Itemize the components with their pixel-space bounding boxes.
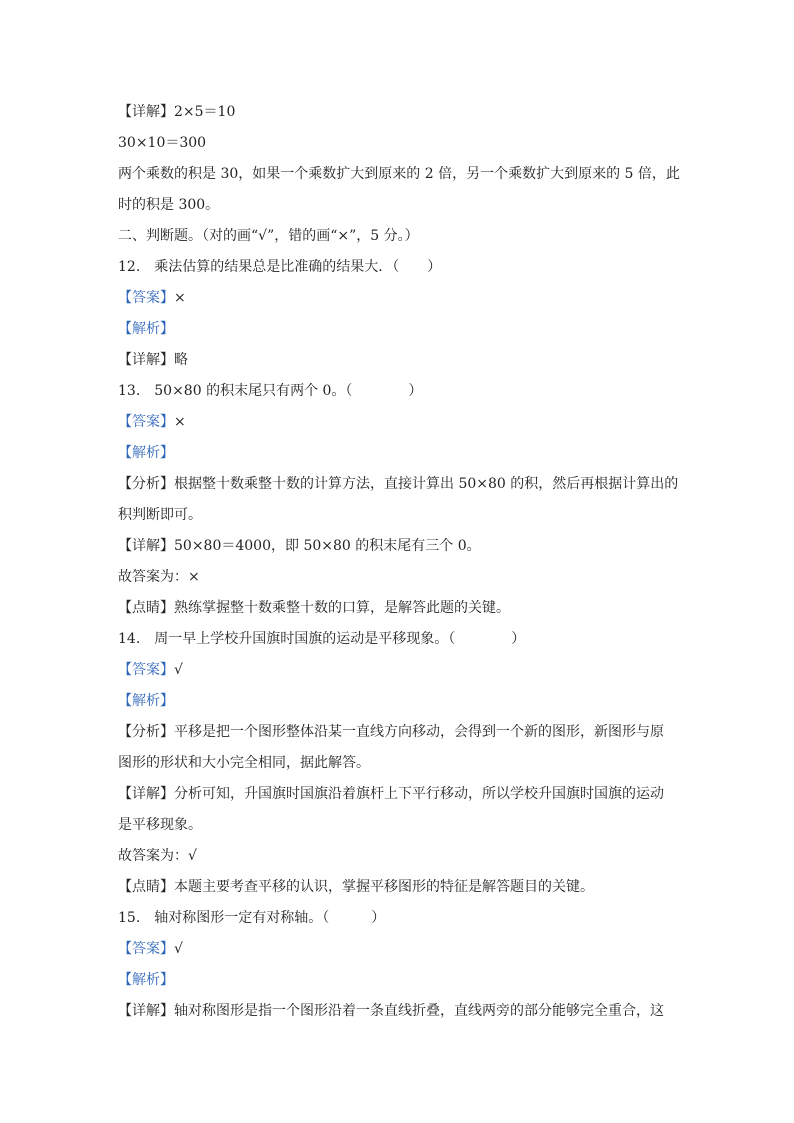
line-text: 13. 50×80 的积末尾只有两个 0。（ ）	[118, 383, 423, 399]
line-text: 【点睛】本题主要考查平移的认识，掌握平移图形的特征是解答题目的关键。	[118, 879, 594, 895]
text-line	[118, 722, 678, 742]
line-text: 【分析】根据整十数乘整十数的计算方法，直接计算出 50×80 的积，然后再根据计算出的	[118, 476, 679, 492]
answer-value: √	[174, 941, 183, 957]
text-line	[118, 846, 678, 866]
answer-label: 【答案】	[118, 662, 174, 678]
analysis-label: 【解析】	[118, 972, 174, 988]
line-text: 图形的形状和大小完全相同，据此解答。	[118, 755, 370, 771]
question-line	[118, 381, 678, 401]
text-line	[118, 567, 678, 587]
text-line	[118, 133, 678, 153]
answer-label: 【答案】	[118, 290, 174, 306]
question-line	[118, 908, 678, 928]
line-text: 【详解】分析可知，升国旗时国旗沿着旗杆上下平行移动，所以学校升国旗时国旗的运动	[118, 786, 664, 802]
line-text: 【点睛】熟练掌握整十数乘整十数的口算，是解答此题的关键。	[118, 600, 510, 616]
line-text: 【详解】2×5＝10	[118, 104, 236, 120]
question-line	[118, 629, 678, 649]
analysis-line	[118, 691, 678, 711]
line-text: 【详解】略	[118, 352, 188, 368]
text-line	[118, 784, 678, 804]
text-line	[118, 815, 678, 835]
line-text: 积判断即可。	[118, 507, 202, 523]
analysis-line	[118, 319, 678, 339]
answer-value: ×	[174, 290, 186, 306]
line-text: 两个乘数的积是 30，如果一个乘数扩大到原来的 2 倍，另一个乘数扩大到原来的 5 倍，此	[118, 166, 680, 182]
section-heading	[118, 226, 678, 246]
answer-label: 【答案】	[118, 941, 174, 957]
line-text: 【详解】轴对称图形是指一个图形沿着一条直线折叠，直线两旁的部分能够完全重合，这	[118, 1003, 664, 1019]
text-line	[118, 877, 678, 897]
question-line	[118, 257, 678, 277]
line-text: 故答案为：×	[118, 569, 200, 585]
line-text: 15. 轴对称图形一定有对称轴。（ ）	[118, 910, 386, 926]
answer-value: ×	[174, 414, 186, 430]
text-line	[118, 102, 678, 122]
analysis-label: 【解析】	[118, 445, 174, 461]
line-text: 30×10＝300	[118, 135, 207, 151]
line-text: 时的积是 300。	[118, 197, 220, 213]
analysis-label: 【解析】	[118, 693, 174, 709]
line-text: 12. 乘法估算的结果总是比准确的结果大．（ ）	[118, 259, 442, 275]
answer-line	[118, 939, 678, 959]
text-line	[118, 350, 678, 370]
line-text: 是平移现象。	[118, 817, 202, 833]
line-text: 14. 周一早上学校升国旗时国旗的运动是平移现象。（ ）	[118, 631, 526, 647]
answer-line	[118, 288, 678, 308]
text-line	[118, 505, 678, 525]
text-line	[118, 195, 678, 215]
line-text: 【详解】50×80＝4000，即 50×80 的积末尾有三个 0。	[118, 538, 481, 554]
line-text: 【分析】平移是把一个图形整体沿某一直线方向移动，会得到一个新的图形，新图形与原	[118, 724, 664, 740]
text-line	[118, 753, 678, 773]
answer-line	[118, 412, 678, 432]
line-text: 故答案为：√	[118, 848, 197, 864]
analysis-line	[118, 970, 678, 990]
text-line	[118, 164, 678, 184]
text-line	[118, 536, 678, 556]
text-line	[118, 474, 678, 494]
text-line	[118, 1001, 678, 1021]
answer-line	[118, 660, 678, 680]
text-line	[118, 598, 678, 618]
analysis-line	[118, 443, 678, 463]
answer-value: √	[174, 662, 183, 678]
answer-label: 【答案】	[118, 414, 174, 430]
analysis-label: 【解析】	[118, 321, 174, 337]
line-text: 二、判断题。（对的画“√”，错的画“×”，5 分。）	[118, 228, 419, 244]
